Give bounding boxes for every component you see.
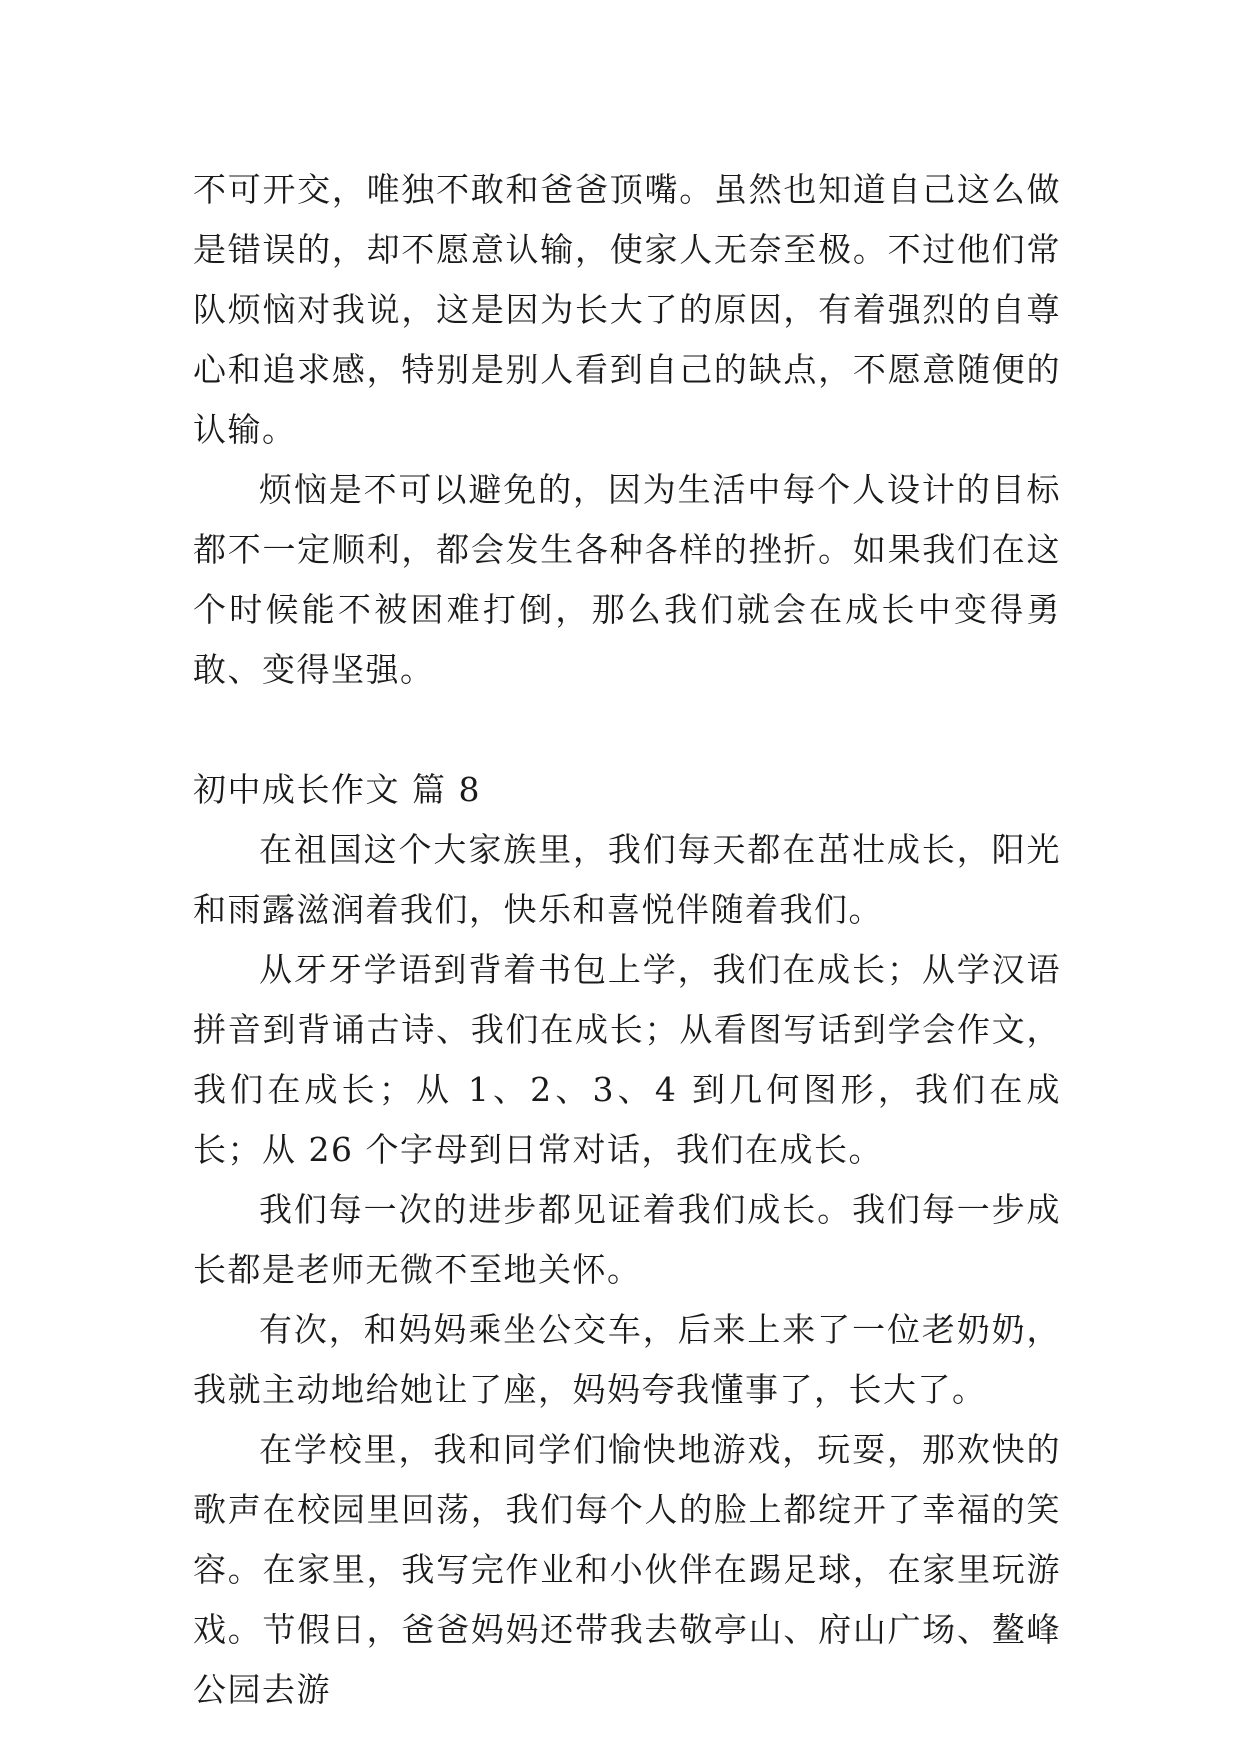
document-body	[193, 160, 1061, 1720]
paragraph: 有次，和妈妈乘坐公交车，后来上来了一位老奶奶，我就主动地给她让了座，妈妈夸我懂事了，长大了。	[193, 1310, 1061, 1409]
paragraph-continued: 不可开交，唯独不敢和爸爸顶嘴。虽然也知道自己这么做是错误的，却不愿意认输，使家人无奈至极。不过他们常队烦恼对我说，这是因为长大了的原因，有着强烈的自尊心和追求感，特别是别人看到自己的缺点，不愿意随便的认输。	[193, 170, 1061, 449]
paragraph: 烦恼是不可以避免的，因为生活中每个人设计的目标都不一定顺利，都会发生各种各样的挫折。如果我们在这个时候能不被困难打倒，那么我们就会在成长中变得勇敢、变得坚强。	[193, 470, 1061, 689]
paragraph: 我们每一次的进步都见证着我们成长。我们每一步成长都是老师无微不至地关怀。	[193, 1190, 1061, 1289]
paragraph: 从牙牙学语到背着书包上学，我们在成长；从学汉语拼音到背诵古诗、我们在成长；从看图写话到学会作文，我们在成长；从 1、2、3、4 到几何图形，我们在成长；从 26 个字母到日常对话，我们在成长。	[193, 950, 1061, 1169]
paragraph: 在学校里，我和同学们愉快地游戏，玩耍，那欢快的歌声在校园里回荡，我们每个人的脸上都绽开了幸福的笑容。在家里，我写完作业和小伙伴在踢足球，在家里玩游戏。节假日，爸爸妈妈还带我去敬亭山、府山广场、鳌峰公园去游	[193, 1430, 1061, 1709]
paragraph: 在祖国这个大家族里，我们每天都在茁壮成长，阳光和雨露滋润着我们，快乐和喜悦伴随着我们。	[193, 830, 1061, 929]
section-heading: 初中成长作文 篇 8	[193, 770, 481, 809]
